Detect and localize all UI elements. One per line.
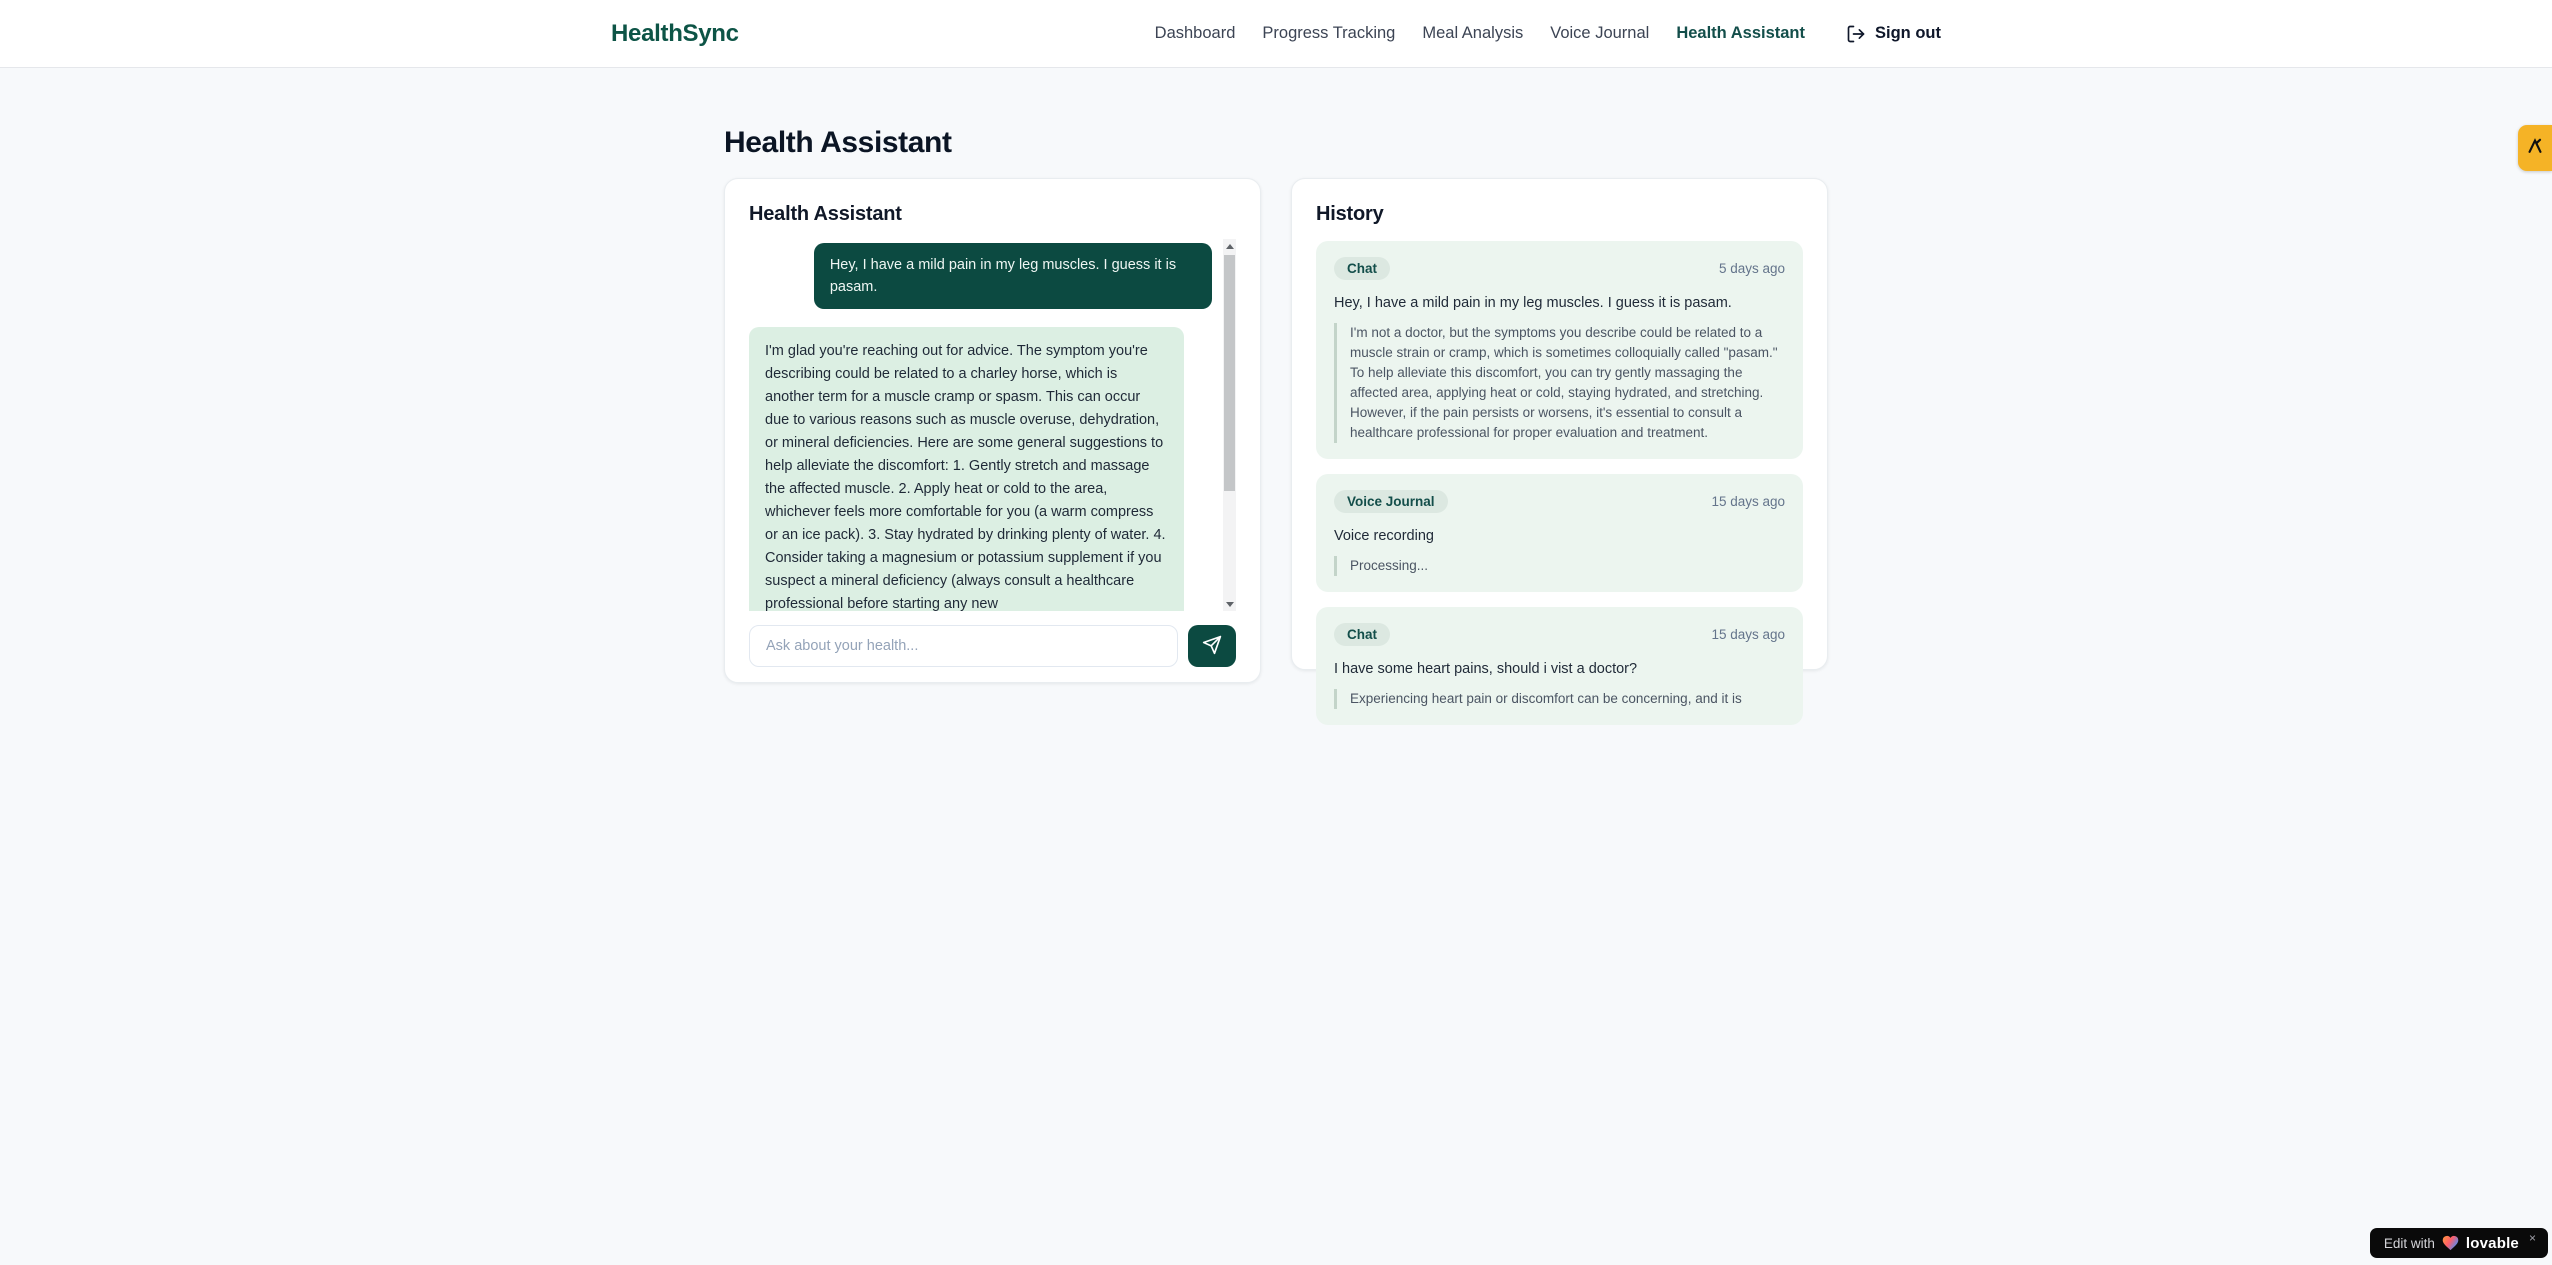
main-nav bbox=[1155, 24, 1941, 44]
scrollbar-down-arrow-icon[interactable] bbox=[1223, 597, 1236, 611]
chat-scrollbar-thumb[interactable] bbox=[1224, 255, 1235, 491]
nav-dashboard[interactable]: Dashboard bbox=[1154, 24, 1236, 42]
heart-gradient-icon bbox=[2442, 1235, 2459, 1251]
entry-type-badge: Chat bbox=[1334, 257, 1390, 280]
entry-message: Voice recording bbox=[1334, 528, 1434, 544]
entry-message: Hey, I have a mild pain in my leg muscles. I guess it is pasam. bbox=[1334, 295, 1732, 311]
send-button[interactable] bbox=[1188, 625, 1236, 667]
chat-card-title: Health Assistant bbox=[749, 203, 902, 225]
sign-out-button[interactable] bbox=[1846, 24, 1941, 44]
history-entry-chat-1[interactable] bbox=[1316, 241, 1803, 459]
top-navigation-bar bbox=[0, 0, 2552, 68]
edit-with-lovable-badge[interactable] bbox=[2370, 1228, 2548, 1258]
entry-type-badge: Voice Journal bbox=[1334, 490, 1448, 513]
edit-with-label: Edit with bbox=[2383, 1235, 2435, 1251]
nav-progress-tracking[interactable]: Progress Tracking bbox=[1262, 24, 1396, 42]
health-question-input[interactable] bbox=[749, 625, 1178, 667]
chat-message-window bbox=[749, 239, 1236, 611]
entry-response-quote: Processing... bbox=[1334, 556, 1785, 576]
entry-response-quote: Experiencing heart pain or discomfort can be concerning, and it is bbox=[1334, 689, 1785, 709]
nav-voice-journal[interactable]: Voice Journal bbox=[1550, 24, 1650, 42]
assistant-chat-bubble: I'm glad you're reaching out for advice. The symptom you're describing could be related to a charley horse, which is another term for a muscle cramp or spasm. This can occur due to various reasons such as muscle overuse, dehydration, or mineral deficiencies. Here are some general suggestions to help alleviate the discomfort: 1. Gently stretch and massage the affected muscle. 2. Apply heat or cold to the area, whichever feels more comfortable for you (a warm compress or an ice pack). 3. Stay hydrated by drinking plenty of water. 4. Consider taking a magnesium or potassium supplement if you suspect a mineral deficiency (always consult a healthcare professional before starting any new bbox=[749, 327, 1184, 611]
send-icon bbox=[1202, 635, 1222, 658]
history-card-title: History bbox=[1316, 203, 1384, 225]
entry-timestamp: 5 days ago bbox=[1718, 261, 1785, 276]
log-out-icon bbox=[1846, 24, 1866, 44]
app-logo[interactable]: HealthSync bbox=[611, 19, 739, 47]
sign-out-label: Sign out bbox=[1875, 24, 1941, 42]
nav-meal-analysis[interactable]: Meal Analysis bbox=[1422, 24, 1524, 42]
nav-health-assistant[interactable]: Health Assistant bbox=[1676, 24, 1806, 42]
lovable-logo-icon bbox=[2525, 136, 2545, 161]
close-icon[interactable]: × bbox=[2528, 1231, 2536, 1245]
history-entry-chat-2[interactable] bbox=[1316, 607, 1803, 725]
entry-response-quote: I'm not a doctor, but the symptoms you describe could be related to a muscle strain or cramp, which is sometimes colloquially called "pasam." To help alleviate this discomfort, you can try gently massaging the affected area, applying heat or cold, staying hydrated, and stretching. However, if the pain persists or worsens, it's essential to consult a healthcare professional for proper evaluation and treatment. bbox=[1334, 323, 1785, 443]
entry-timestamp: 15 days ago bbox=[1711, 494, 1785, 509]
lovable-brand-label: lovable bbox=[2465, 1234, 2519, 1252]
scrollbar-up-arrow-icon[interactable] bbox=[1223, 239, 1236, 253]
history-entry-voice-journal[interactable] bbox=[1316, 474, 1803, 592]
entry-type-badge: Chat bbox=[1334, 623, 1390, 646]
health-assistant-chat-card bbox=[724, 178, 1261, 683]
entry-timestamp: 15 days ago bbox=[1711, 627, 1785, 642]
entry-message: I have some heart pains, should i vist a doctor? bbox=[1334, 661, 1638, 677]
main-content bbox=[724, 126, 1828, 706]
history-card bbox=[1291, 178, 1828, 706]
lovable-edge-tab[interactable] bbox=[2518, 125, 2552, 171]
page-title: Health Assistant bbox=[724, 126, 952, 159]
chat-scrollbar[interactable] bbox=[1223, 239, 1236, 611]
user-chat-bubble: Hey, I have a mild pain in my leg muscles. I guess it is pasam. bbox=[814, 243, 1212, 309]
